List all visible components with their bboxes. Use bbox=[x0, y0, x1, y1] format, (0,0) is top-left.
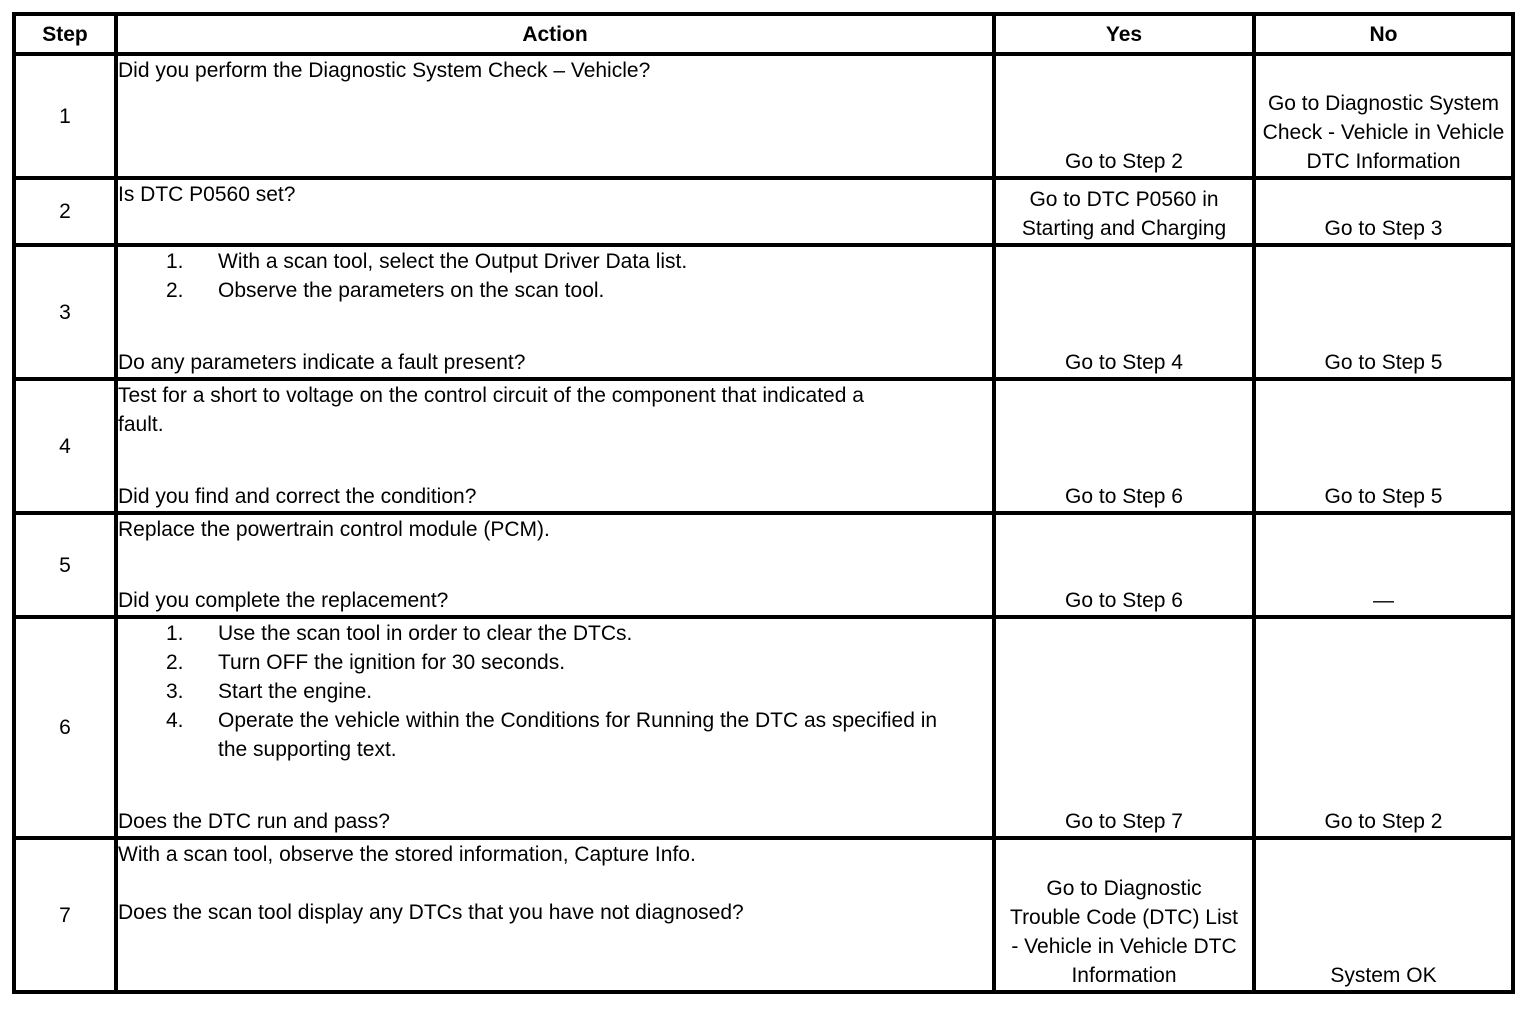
action-question: Do any parameters indicate a fault present? bbox=[118, 351, 526, 374]
action-cell bbox=[116, 54, 994, 178]
table-row bbox=[14, 245, 1513, 379]
yes-cell: Go to Step 4 bbox=[994, 245, 1254, 379]
action-question: Does the DTC run and pass? bbox=[118, 810, 390, 833]
step-number: 7 bbox=[14, 838, 116, 992]
no-cell: Go to Step 2 bbox=[1254, 617, 1513, 838]
step-number: 3 bbox=[14, 245, 116, 379]
list-item: 1. Use the scan tool in order to clear the DTCs. bbox=[166, 622, 633, 645]
action-description: With a scan tool, observe the stored information, Capture Info. bbox=[118, 843, 696, 866]
action-question: Did you complete the replacement? bbox=[118, 589, 449, 612]
header-step: Step bbox=[14, 14, 116, 54]
no-cell: System OK bbox=[1254, 838, 1513, 992]
step-number: 4 bbox=[14, 379, 116, 513]
list-item: 2. Turn OFF the ignition for 30 seconds. bbox=[166, 651, 566, 674]
yes-cell: Go to Step 6 bbox=[994, 513, 1254, 617]
yes-cell: Go to Diagnostic Trouble Code (DTC) List - Vehicle in Vehicle DTC Information bbox=[994, 838, 1254, 992]
list-item: 3. Start the engine. bbox=[166, 680, 373, 703]
list-item: 2. Observe the parameters on the scan tool. bbox=[166, 279, 605, 302]
action-cell bbox=[116, 513, 994, 617]
action-cell bbox=[116, 838, 994, 992]
action-description: Replace the powertrain control module (PCM). bbox=[118, 518, 550, 541]
table-row bbox=[14, 617, 1513, 838]
no-cell: Go to Step 5 bbox=[1254, 245, 1513, 379]
table-row bbox=[14, 379, 1513, 513]
yes-cell: Go to Step 6 bbox=[994, 379, 1254, 513]
action-question: Did you find and correct the condition? bbox=[118, 485, 477, 508]
no-cell: Go to Step 3 bbox=[1254, 178, 1513, 245]
header-row bbox=[14, 14, 1513, 54]
action-question: Does the scan tool display any DTCs that you have not diagnosed? bbox=[118, 901, 744, 924]
action-list bbox=[118, 247, 992, 305]
no-cell: Go to Step 5 bbox=[1254, 379, 1513, 513]
header-action: Action bbox=[116, 14, 994, 54]
action-description: Did you perform the Diagnostic System Check – Vehicle? bbox=[118, 59, 651, 82]
step-number: 2 bbox=[14, 178, 116, 245]
list-item: 1. With a scan tool, select the Output Driver Data list. bbox=[166, 250, 688, 273]
no-cell: Go to Diagnostic System Check - Vehicle in Vehicle DTC Information bbox=[1254, 54, 1513, 178]
diagnostic-table bbox=[12, 12, 1515, 994]
table-row bbox=[14, 513, 1513, 617]
header-yes: Yes bbox=[994, 14, 1254, 54]
table-row bbox=[14, 838, 1513, 992]
header-no: No bbox=[1254, 14, 1513, 54]
list-item: 4. Operate the vehicle within the Conditions for Running the DTC as specified in the supporting text. bbox=[166, 709, 938, 761]
yes-cell: Go to Step 7 bbox=[994, 617, 1254, 838]
yes-cell: Go to DTC P0560 in Starting and Charging bbox=[994, 178, 1254, 245]
no-cell: — bbox=[1254, 513, 1513, 617]
action-list bbox=[118, 619, 992, 764]
step-number: 5 bbox=[14, 513, 116, 617]
action-description: Test for a short to voltage on the control circuit of the component that indicated a fault. bbox=[118, 384, 864, 436]
table-row bbox=[14, 178, 1513, 245]
action-description: Is DTC P0560 set? bbox=[118, 183, 296, 206]
action-cell bbox=[116, 245, 994, 379]
table-row bbox=[14, 54, 1513, 178]
yes-cell: Go to Step 2 bbox=[994, 54, 1254, 178]
action-cell bbox=[116, 617, 994, 838]
action-cell bbox=[116, 178, 994, 245]
action-cell bbox=[116, 379, 994, 513]
step-number: 6 bbox=[14, 617, 116, 838]
step-number: 1 bbox=[14, 54, 116, 178]
